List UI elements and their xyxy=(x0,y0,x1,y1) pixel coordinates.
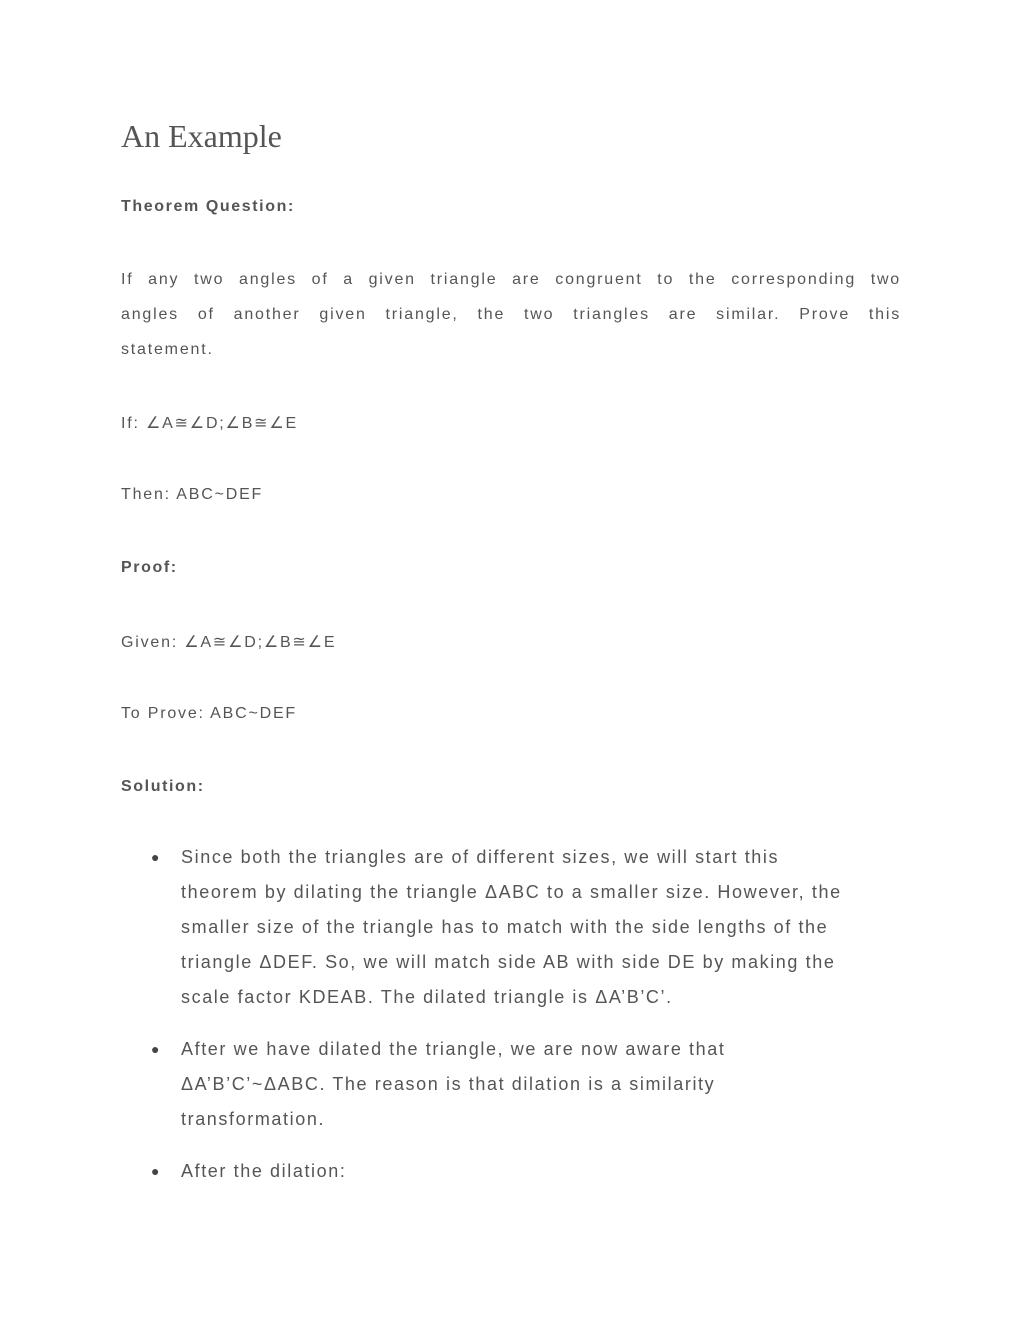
solution-item-1 xyxy=(151,840,901,1015)
then-statement: Then: ABC~DEF xyxy=(121,486,264,503)
bullet-icon: ● xyxy=(151,849,162,865)
solution-item-3 xyxy=(151,1154,901,1189)
bullet-icon: ● xyxy=(151,1041,162,1057)
to-prove-statement: To Prove: ABC~DEF xyxy=(121,705,297,722)
proof-label: Proof: xyxy=(121,559,178,576)
page-title: An Example xyxy=(121,118,282,154)
solution-list xyxy=(121,840,901,1206)
solution-item-text: After we have dilated the triangle, we are now aware that ΔA’B’C’~ΔABC. The reason is that dilation is a similarity transformation. xyxy=(181,1039,726,1129)
solution-item-2 xyxy=(151,1032,901,1137)
given-statement: Given: ∠A≅∠D;∠B≅∠E xyxy=(121,634,337,651)
solution-item-text: After the dilation: xyxy=(181,1161,347,1181)
theorem-question-label: Theorem Question: xyxy=(121,198,295,215)
solution-label: Solution: xyxy=(121,778,205,795)
if-statement: If: ∠A≅∠D;∠B≅∠E xyxy=(121,415,298,432)
theorem-statement: If any two angles of a given triangle are congruent to the corresponding two angles of another given triangle, the two triangles are similar. Prove this statement. xyxy=(121,271,901,358)
bullet-icon: ● xyxy=(151,1163,162,1179)
solution-item-text: Since both the triangles are of different sizes, we will start this theorem by dilating the triangle ΔABC to a smaller size. However, the smaller size of the triangle has to match with the side lengths of the triangle ΔDEF. So, we will match side AB with side DE by making the scale factor KDEAB. The dilated triangle is ΔA’B’C’. xyxy=(181,847,842,1007)
